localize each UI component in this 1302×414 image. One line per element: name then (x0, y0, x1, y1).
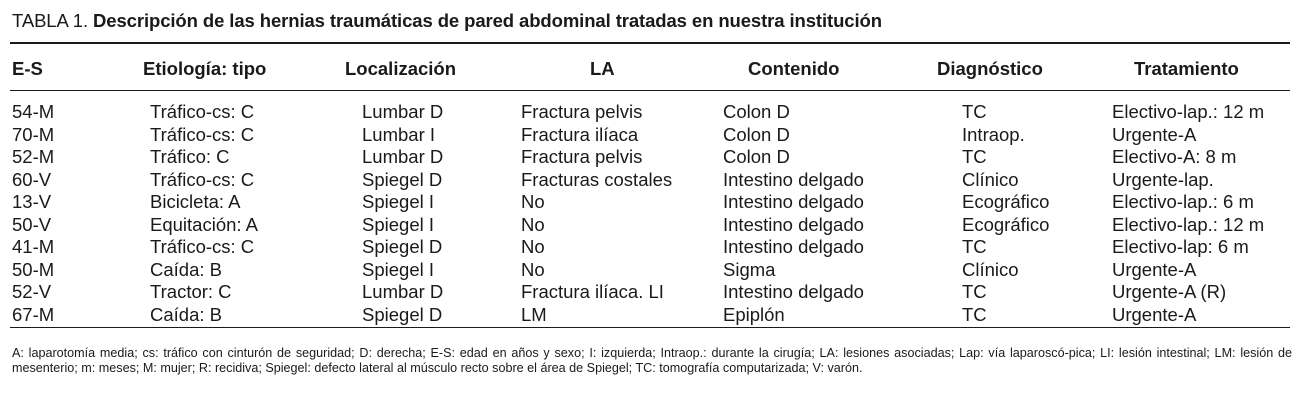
cell-la: Fracturas costales (521, 168, 673, 190)
cell-localizacion: Spiegel I (362, 213, 434, 235)
table-footnote: A: laparotomía media; cs: tráfico con cinturón de seguridad; D: derecha; E-S: edad en años y sexo; I: izquierda; Intraop.: durante la cirugía; LA: lesiones asociadas; Lap: vía laparoscó-pica; LI: lesión intestinal; LM: lesión de mesenterio; m: meses; M: mujer; R: recidiva; Spiegel: defecto lateral al músculo recto sobre el área de Spiegel; TC: tomografía computarizada; V: varón. (12, 346, 1292, 375)
cell-e-s: 67-M (12, 303, 55, 325)
cell-localizacion: Spiegel D (362, 303, 443, 325)
cell-e-s: 50-M (12, 258, 55, 280)
cell-localizacion: Lumbar D (362, 281, 444, 302)
cell-tratamiento: Urgente-A (1112, 258, 1197, 280)
cell-contenido: Intestino delgado (723, 281, 864, 302)
table-title-main: Descripción de las hernias traumáticas de pared abdominal tratadas en nuestra institución (93, 10, 882, 31)
cell-la: Fractura ilíaca. LI (521, 281, 664, 302)
table-title-prefix: TABLA 1. (12, 10, 88, 31)
header-localizacion: Localización (345, 58, 457, 79)
header-etiologia: Etiología: tipo (143, 58, 267, 79)
cell-etiologia: Tráfico-cs: C (150, 168, 255, 190)
cell-diagnostico: TC (962, 303, 987, 325)
cell-contenido: Intestino delgado (723, 191, 864, 212)
cell-localizacion: Lumbar D (362, 146, 444, 167)
cell-etiologia: Tráfico-cs: C (150, 123, 255, 145)
cell-e-s: 50-V (12, 213, 52, 235)
header-la: LA (590, 58, 615, 79)
top-rule (10, 42, 1290, 44)
cell-e-s: 52-M (12, 146, 55, 167)
cell-contenido: Colon D (723, 146, 790, 167)
cell-la: Fractura ilíaca (521, 123, 639, 145)
cell-etiologia: Caída: B (150, 258, 222, 280)
cell-diagnostico: Clínico (962, 168, 1019, 190)
cell-localizacion: Lumbar I (362, 123, 436, 145)
cell-localizacion: Spiegel D (362, 236, 443, 257)
header-diagnostico: Diagnóstico (937, 58, 1043, 79)
cell-etiologia: Tractor: C (150, 281, 232, 302)
cell-la: No (521, 191, 545, 212)
cell-e-s: 13-V (12, 191, 52, 212)
cell-e-s: 60-V (12, 168, 52, 190)
cell-contenido: Intestino delgado (723, 168, 864, 190)
cell-tratamiento: Electivo-lap.: 12 m (1112, 101, 1265, 122)
header-contenido: Contenido (748, 58, 840, 79)
cell-etiologia: Tráfico: C (150, 146, 230, 167)
cell-etiologia: Tráfico-cs: C (150, 236, 255, 257)
cell-etiologia: Bicicleta: A (150, 191, 241, 212)
cell-tratamiento: Urgente-A (1112, 123, 1197, 145)
cell-contenido: Intestino delgado (723, 213, 864, 235)
cell-e-s: 41-M (12, 236, 55, 257)
cell-diagnostico: TC (962, 281, 987, 302)
cell-la: Fractura pelvis (521, 101, 643, 122)
cell-e-s: 54-M (12, 101, 55, 122)
header-rule (10, 90, 1290, 91)
cell-diagnostico: TC (962, 101, 987, 122)
cell-etiologia: Caída: B (150, 303, 222, 325)
cell-e-s: 52-V (12, 281, 52, 302)
cell-tratamiento: Electivo-lap.: 12 m (1112, 213, 1265, 235)
cell-tratamiento: Electivo-lap.: 6 m (1112, 191, 1254, 212)
cell-la: No (521, 213, 545, 235)
cell-tratamiento: Electivo-A: 8 m (1112, 146, 1237, 167)
cell-tratamiento: Urgente-lap. (1112, 168, 1214, 190)
header-e-s: E-S (12, 58, 43, 79)
cell-tratamiento: Urgente-A (R) (1112, 281, 1227, 302)
cell-tratamiento: Urgente-A (1112, 303, 1197, 325)
cell-contenido: Intestino delgado (723, 236, 864, 257)
cell-etiologia: Equitación: A (150, 213, 258, 235)
cell-diagnostico: TC (962, 236, 987, 257)
cell-la: LM (521, 303, 547, 325)
cell-contenido: Sigma (723, 258, 776, 280)
cell-etiologia: Tráfico-cs: C (150, 101, 255, 122)
cell-la: No (521, 236, 545, 257)
cell-contenido: Colon D (723, 123, 790, 145)
cell-diagnostico: TC (962, 146, 987, 167)
cell-la: Fractura pelvis (521, 146, 643, 167)
cell-diagnostico: Ecográfico (962, 213, 1050, 235)
cell-localizacion: Spiegel D (362, 168, 443, 190)
cell-contenido: Epiplón (723, 303, 785, 325)
cell-localizacion: Spiegel I (362, 191, 434, 212)
cell-contenido: Colon D (723, 101, 790, 122)
cell-localizacion: Spiegel I (362, 258, 434, 280)
cell-diagnostico: Ecográfico (962, 191, 1050, 212)
bottom-rule (10, 327, 1290, 328)
table-title (12, 10, 882, 32)
cell-diagnostico: Clínico (962, 258, 1019, 280)
cell-diagnostico: Intraop. (962, 123, 1025, 145)
header-tratamiento: Tratamiento (1134, 58, 1239, 79)
cell-localizacion: Lumbar D (362, 101, 444, 122)
cell-e-s: 70-M (12, 123, 55, 145)
cell-la: No (521, 258, 545, 280)
cell-tratamiento: Electivo-lap: 6 m (1112, 236, 1249, 257)
